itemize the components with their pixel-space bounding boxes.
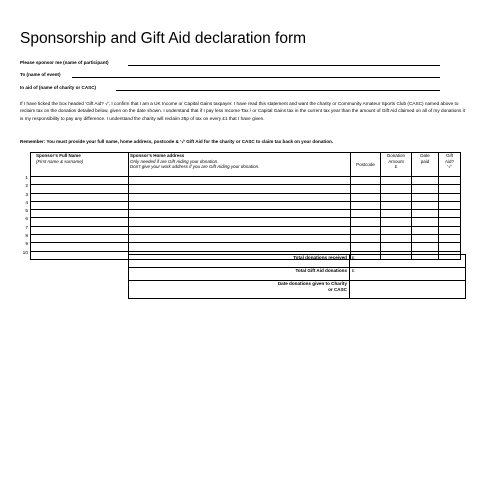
giftaid-cell[interactable] <box>439 185 461 193</box>
table-header-row <box>31 153 461 177</box>
header-giftaid-line3: ‘√’ <box>447 164 452 170</box>
giftaid-cell[interactable] <box>439 218 461 226</box>
header-name <box>31 153 129 177</box>
postcode-cell[interactable] <box>351 177 381 185</box>
date-given-label-line2: or CASC <box>328 287 347 292</box>
row-number: 10 <box>22 250 28 256</box>
sponsor-table <box>30 152 461 260</box>
date-given-value[interactable] <box>350 281 466 299</box>
amount-cell[interactable] <box>381 210 412 218</box>
date-cell[interactable] <box>412 210 439 218</box>
table-row <box>31 177 461 185</box>
header-amount-line2: Amount <box>388 158 404 164</box>
giftaid-cell[interactable] <box>439 201 461 209</box>
address-cell[interactable] <box>129 226 351 234</box>
row-numbers <box>20 175 30 258</box>
header-amount-line1: Donation <box>386 153 405 158</box>
postcode-cell[interactable] <box>351 226 381 234</box>
date-given-label <box>129 281 350 299</box>
postcode-cell[interactable] <box>351 243 381 251</box>
address-cell[interactable] <box>129 218 351 226</box>
date-cell[interactable] <box>412 218 439 226</box>
charity-field <box>20 85 96 91</box>
table-row <box>31 201 461 209</box>
name-cell[interactable] <box>31 210 129 218</box>
total-received-row <box>129 255 466 268</box>
giftaid-cell[interactable] <box>439 243 461 251</box>
participant-label: Please sponsor me (name of participant) <box>20 60 109 65</box>
header-address-title: Sponsor’s Home address <box>130 153 185 158</box>
amount-cell[interactable] <box>381 218 412 226</box>
name-cell[interactable] <box>31 226 129 234</box>
address-cell[interactable] <box>129 210 351 218</box>
header-date <box>412 153 439 177</box>
amount-cell[interactable] <box>381 193 412 201</box>
header-address-sub1: Only needed if are Gift Aiding your donation. <box>130 158 219 164</box>
address-cell[interactable] <box>129 185 351 193</box>
date-cell[interactable] <box>412 201 439 209</box>
name-cell[interactable] <box>31 251 129 259</box>
table-row <box>31 243 461 251</box>
header-address-sub2: Don’t give your work address if you are Gift Aiding your donation. <box>130 164 260 170</box>
event-input-line[interactable] <box>72 77 440 78</box>
amount-cell[interactable] <box>381 235 412 243</box>
date-cell[interactable] <box>412 226 439 234</box>
form-title: Sponsorship and Gift Aid declaration form <box>20 30 307 47</box>
amount-cell[interactable] <box>381 226 412 234</box>
giftaid-cell[interactable] <box>439 193 461 201</box>
row-number: 2 <box>25 184 28 190</box>
header-address <box>129 153 351 177</box>
address-cell[interactable] <box>129 243 351 251</box>
header-amount <box>381 153 412 177</box>
totals-table <box>128 254 466 299</box>
postcode-cell[interactable] <box>351 193 381 201</box>
table-row <box>31 235 461 243</box>
total-received-currency: £ <box>352 255 355 260</box>
total-giftaid-row <box>129 268 466 281</box>
total-giftaid-label: Total Gift Aid donations <box>129 268 350 281</box>
row-number: 4 <box>25 200 28 206</box>
name-cell[interactable] <box>31 193 129 201</box>
date-cell[interactable] <box>412 185 439 193</box>
address-cell[interactable] <box>129 201 351 209</box>
header-date-line2: paid <box>420 158 430 164</box>
table-row <box>31 185 461 193</box>
remember-note: Remember: You must provide your full name, home address, postcode & ‘√’ Gift Aid for the charity or CASC to claim tax back on your donation. <box>20 139 334 144</box>
header-postcode-label: Postcode <box>356 161 375 167</box>
table-row <box>31 226 461 234</box>
date-cell[interactable] <box>412 193 439 201</box>
name-cell[interactable] <box>31 177 129 185</box>
giftaid-cell[interactable] <box>439 210 461 218</box>
charity-input-line[interactable] <box>116 90 440 91</box>
table-row <box>31 210 461 218</box>
header-amount-line3: £ <box>394 164 398 170</box>
header-giftaid-line2: Aid? <box>444 158 454 164</box>
table-row <box>31 218 461 226</box>
declaration-text: If I have ticked the box headed ‘Gift Aid? √’, I confirm that I am a UK Income or Capital Gains taxpayer. I have read this statement and want the charity or Community Amateur Sports Club (CASC) named above to reclaim tax on the donation detailed below, given on the date shown. I understand that if I pay less Income Tax / or Capital Gains tax in the current tax year than the amount of Gift Aid claimed on all of my donations it is my responsibility to pay any difference. I understand the charity will reclaim 25p of tax on every £1 that I have given. <box>20 101 465 121</box>
header-name-sub: (First name & surname) <box>36 158 84 164</box>
total-giftaid-currency: £ <box>352 268 355 273</box>
postcode-cell[interactable] <box>351 235 381 243</box>
row-number: 1 <box>25 176 28 181</box>
name-cell[interactable] <box>31 185 129 193</box>
postcode-cell[interactable] <box>351 185 381 193</box>
event-label: To (name of event) <box>20 72 61 77</box>
name-cell[interactable] <box>31 201 129 209</box>
row-number: 3 <box>25 192 28 198</box>
header-postcode <box>351 153 381 177</box>
name-cell[interactable] <box>31 235 129 243</box>
date-given-row <box>129 281 466 299</box>
participant-input-line[interactable] <box>128 65 440 66</box>
charity-label: In aid of (name of charity or CASC) <box>20 85 97 90</box>
header-giftaid-line1: Gift <box>445 153 453 158</box>
name-cell[interactable] <box>31 218 129 226</box>
postcode-cell[interactable] <box>351 210 381 218</box>
table-row <box>31 193 461 201</box>
date-given-label-line1: Date donations given to Charity <box>277 281 347 286</box>
postcode-cell[interactable] <box>351 218 381 226</box>
address-cell[interactable] <box>129 177 351 185</box>
total-giftaid-value[interactable] <box>350 268 466 281</box>
giftaid-cell[interactable] <box>439 177 461 185</box>
amount-cell[interactable] <box>381 243 412 251</box>
postcode-cell[interactable] <box>351 201 381 209</box>
row-number: 8 <box>25 234 28 240</box>
date-cell[interactable] <box>412 235 439 243</box>
date-cell[interactable] <box>412 177 439 185</box>
giftaid-cell[interactable] <box>439 226 461 234</box>
name-cell[interactable] <box>31 243 129 251</box>
address-cell[interactable] <box>129 193 351 201</box>
amount-cell[interactable] <box>381 177 412 185</box>
amount-cell[interactable] <box>381 185 412 193</box>
row-number: 7 <box>25 225 28 231</box>
row-number: 6 <box>25 217 28 223</box>
total-received-label: Total donations received <box>129 255 350 268</box>
event-field <box>20 72 61 78</box>
row-number: 5 <box>25 209 28 215</box>
amount-cell[interactable] <box>381 201 412 209</box>
header-name-title: Sponsor’s Full Name <box>36 153 81 158</box>
address-cell[interactable] <box>129 235 351 243</box>
participant-field <box>20 60 109 66</box>
date-cell[interactable] <box>412 243 439 251</box>
row-number: 9 <box>25 242 28 248</box>
header-date-line1: Date <box>420 153 430 158</box>
total-received-value[interactable] <box>350 255 466 268</box>
header-giftaid <box>439 153 461 177</box>
giftaid-cell[interactable] <box>439 235 461 243</box>
